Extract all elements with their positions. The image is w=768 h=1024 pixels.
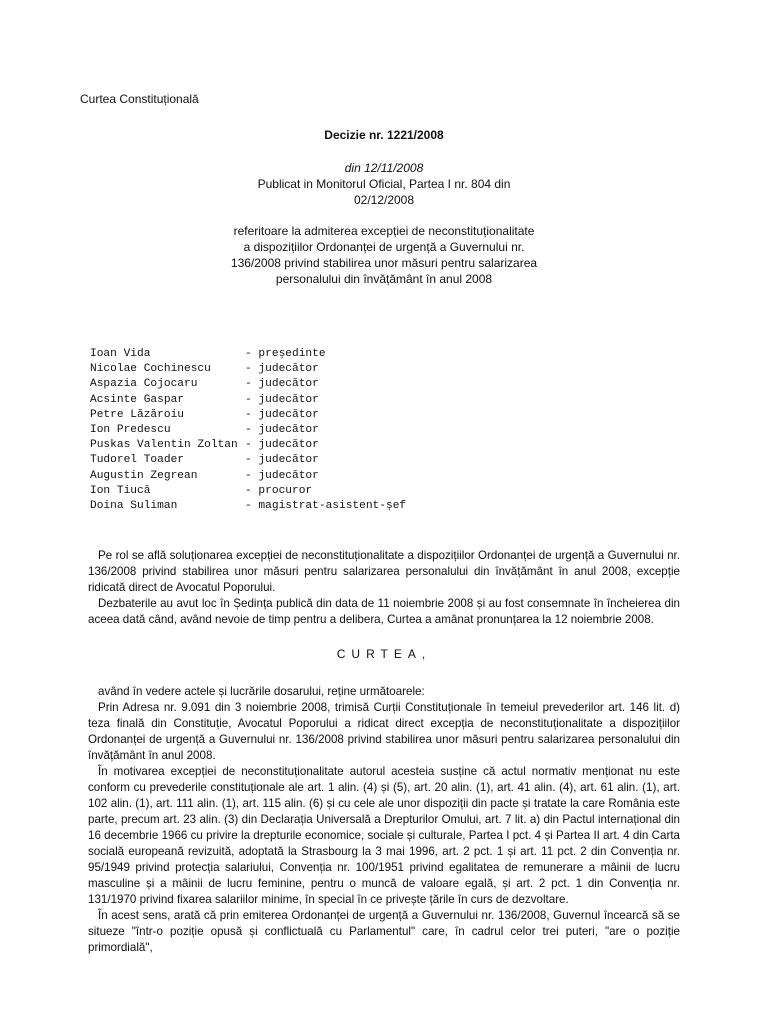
member-name: Ion Predescu: [90, 424, 171, 437]
paragraph: având în vedere actele și lucrările dosarului, reține următoarele:: [98, 685, 425, 698]
member-role: - președinte: [245, 348, 326, 360]
paragraph: Dezbaterile au avut loc în Ședința publică din data de 11 noiembrie 2008 și au fost consemnate în încheierea din aceea dată când, având nevoie de timp pentru a delibera, Curtea a amânat pronunțarea la 12 noiembrie 2008.: [88, 597, 680, 626]
member-name: Acsinte Gaspar: [90, 393, 184, 406]
member-name: Petre Lăzăroiu: [90, 408, 184, 421]
member-name: Ion Tiucă: [90, 484, 151, 497]
publication-line: Publicat in Monitorul Oficial, Partea I nr. 804 din: [257, 177, 511, 191]
member-role: - judecător: [245, 408, 319, 421]
member-role: - judecător: [245, 469, 319, 482]
intro-section: [88, 548, 680, 628]
decision-date: din 12/11/2008: [344, 161, 424, 175]
subject-line: referitoare la admiterea excepției de neconstituționalitate: [233, 224, 535, 238]
subject-line: a dispozițiilor Ordonanței de urgență a Guvernului nr.: [243, 240, 525, 254]
court-panel: [90, 347, 406, 514]
publication-line: 02/12/2008: [353, 193, 415, 207]
member-name: Nicolae Cochinescu: [90, 363, 211, 376]
panel-member: [90, 423, 406, 438]
subject-block: [0, 223, 768, 287]
member-name: Puskas Valentin Zoltan: [90, 439, 238, 452]
panel-member: [90, 362, 406, 377]
panel-member: [90, 408, 406, 423]
paragraph: Prin Adresa nr. 9.091 din 3 noiembrie 2008, trimisă Curții Constituționale în temeiul prevederilor art. 146 lit. d) teza finală din Constituție, Avocatul Poporului a ridicat direct excepția de neconstituționalitate a dispozițiilor Ordonanței de urgență a Guvernului nr. 136/2008 privind stabilirea unor măsuri pentru salarizarea personalului din învățământ în anul 2008.: [88, 701, 680, 762]
decision-title: Decizie nr. 1221/2008: [324, 128, 444, 142]
panel-member: [90, 499, 406, 514]
member-name: Ioan Vida: [90, 348, 151, 360]
court-name: Curtea Constituțională: [80, 92, 199, 106]
panel-member: [90, 484, 406, 499]
panel-member: [90, 377, 406, 392]
publication-block: [0, 160, 768, 208]
paragraph: În acest sens, arată că prin emiterea Ordonanței de urgență a Guvernului nr. 136/2008, Guvernul încearcă să se situeze "într-o poziție opusă și conflictuală cu Parlamentul" care, în cadrul celor trei puteri, "are o poziție primordială",: [88, 909, 680, 954]
subject-line: 136/2008 privind stabilirea unor măsuri pentru salarizarea: [230, 256, 538, 270]
panel-member: [90, 453, 406, 468]
paragraph: Pe rol se află soluționarea excepției de neconstituționalitate a dispozițiilor Ordonanței de urgență a Guvernului nr. 136/2008 privind stabilirea unor măsuri pentru salarizarea personalului din învățământ în anul 2008, excepție ridicată direct de Avocatul Poporului.: [88, 549, 680, 594]
paragraph: În motivarea excepției de neconstituționalitate autorul acesteia susține că actul normativ menționat nu este conform cu prevederile constituționale ale art. 1 alin. (4) și (5), art. 20 alin. (1), art. 41 alin. (4), art. 61 alin. (1), art. 102 alin. (1), art. 111 alin. (1), art. 115 alin. (6) și cu cele ale unor dispoziții din pacte și tratate la care România este parte, precum art. 23 alin. (3) din Declarația Universală a Drepturilor Omului, art. 7 lit. a) din Pactul internațional din 16 decembrie 1966 cu privire la drepturile economice, sociale și culturale, Partea I pct. 4 și Partea II art. 4 din Carta socială europeană revizuită, adoptată la Strasbourg la 3 mai 1996, art. 2 pct. 1 și art. 11 pct. 2 din Convenția nr. 95/1949 privind protecția salariului, Convenția nr. 100/1951 privind egalitatea de remunerare a mâinii de lucru masculine și a mâinii de lucru feminine, pentru o muncă de valoare egală, și art. 2 pct. 1 din Convenția nr. 131/1970 privind fixarea salariilor minime, în special în ce privește țările în curs de dezvoltare.: [88, 765, 680, 906]
subject-line: personalului din învățământ în anul 2008: [275, 272, 493, 286]
member-role: - judecător: [245, 393, 319, 406]
panel-member: [90, 469, 406, 484]
member-name: Tudorel Toader: [90, 454, 184, 467]
member-role: - judecător: [245, 363, 319, 376]
member-role: - judecător: [245, 424, 319, 437]
panel-member: [90, 347, 406, 362]
member-role: - judecător: [245, 454, 319, 467]
panel-member: [90, 393, 406, 408]
section-heading: CURTEA,: [336, 647, 432, 661]
member-role: - procuror: [245, 484, 313, 497]
member-role: - magistrat-asistent-șef: [245, 500, 407, 513]
member-name: Aspazia Cojocaru: [90, 378, 198, 391]
reasons-section: [88, 684, 680, 956]
member-name: Doina Suliman: [90, 500, 178, 513]
member-name: Augustin Zegrean: [90, 469, 198, 482]
member-role: - judecător: [245, 378, 319, 391]
panel-member: [90, 438, 406, 453]
member-role: - judecător: [245, 439, 319, 452]
